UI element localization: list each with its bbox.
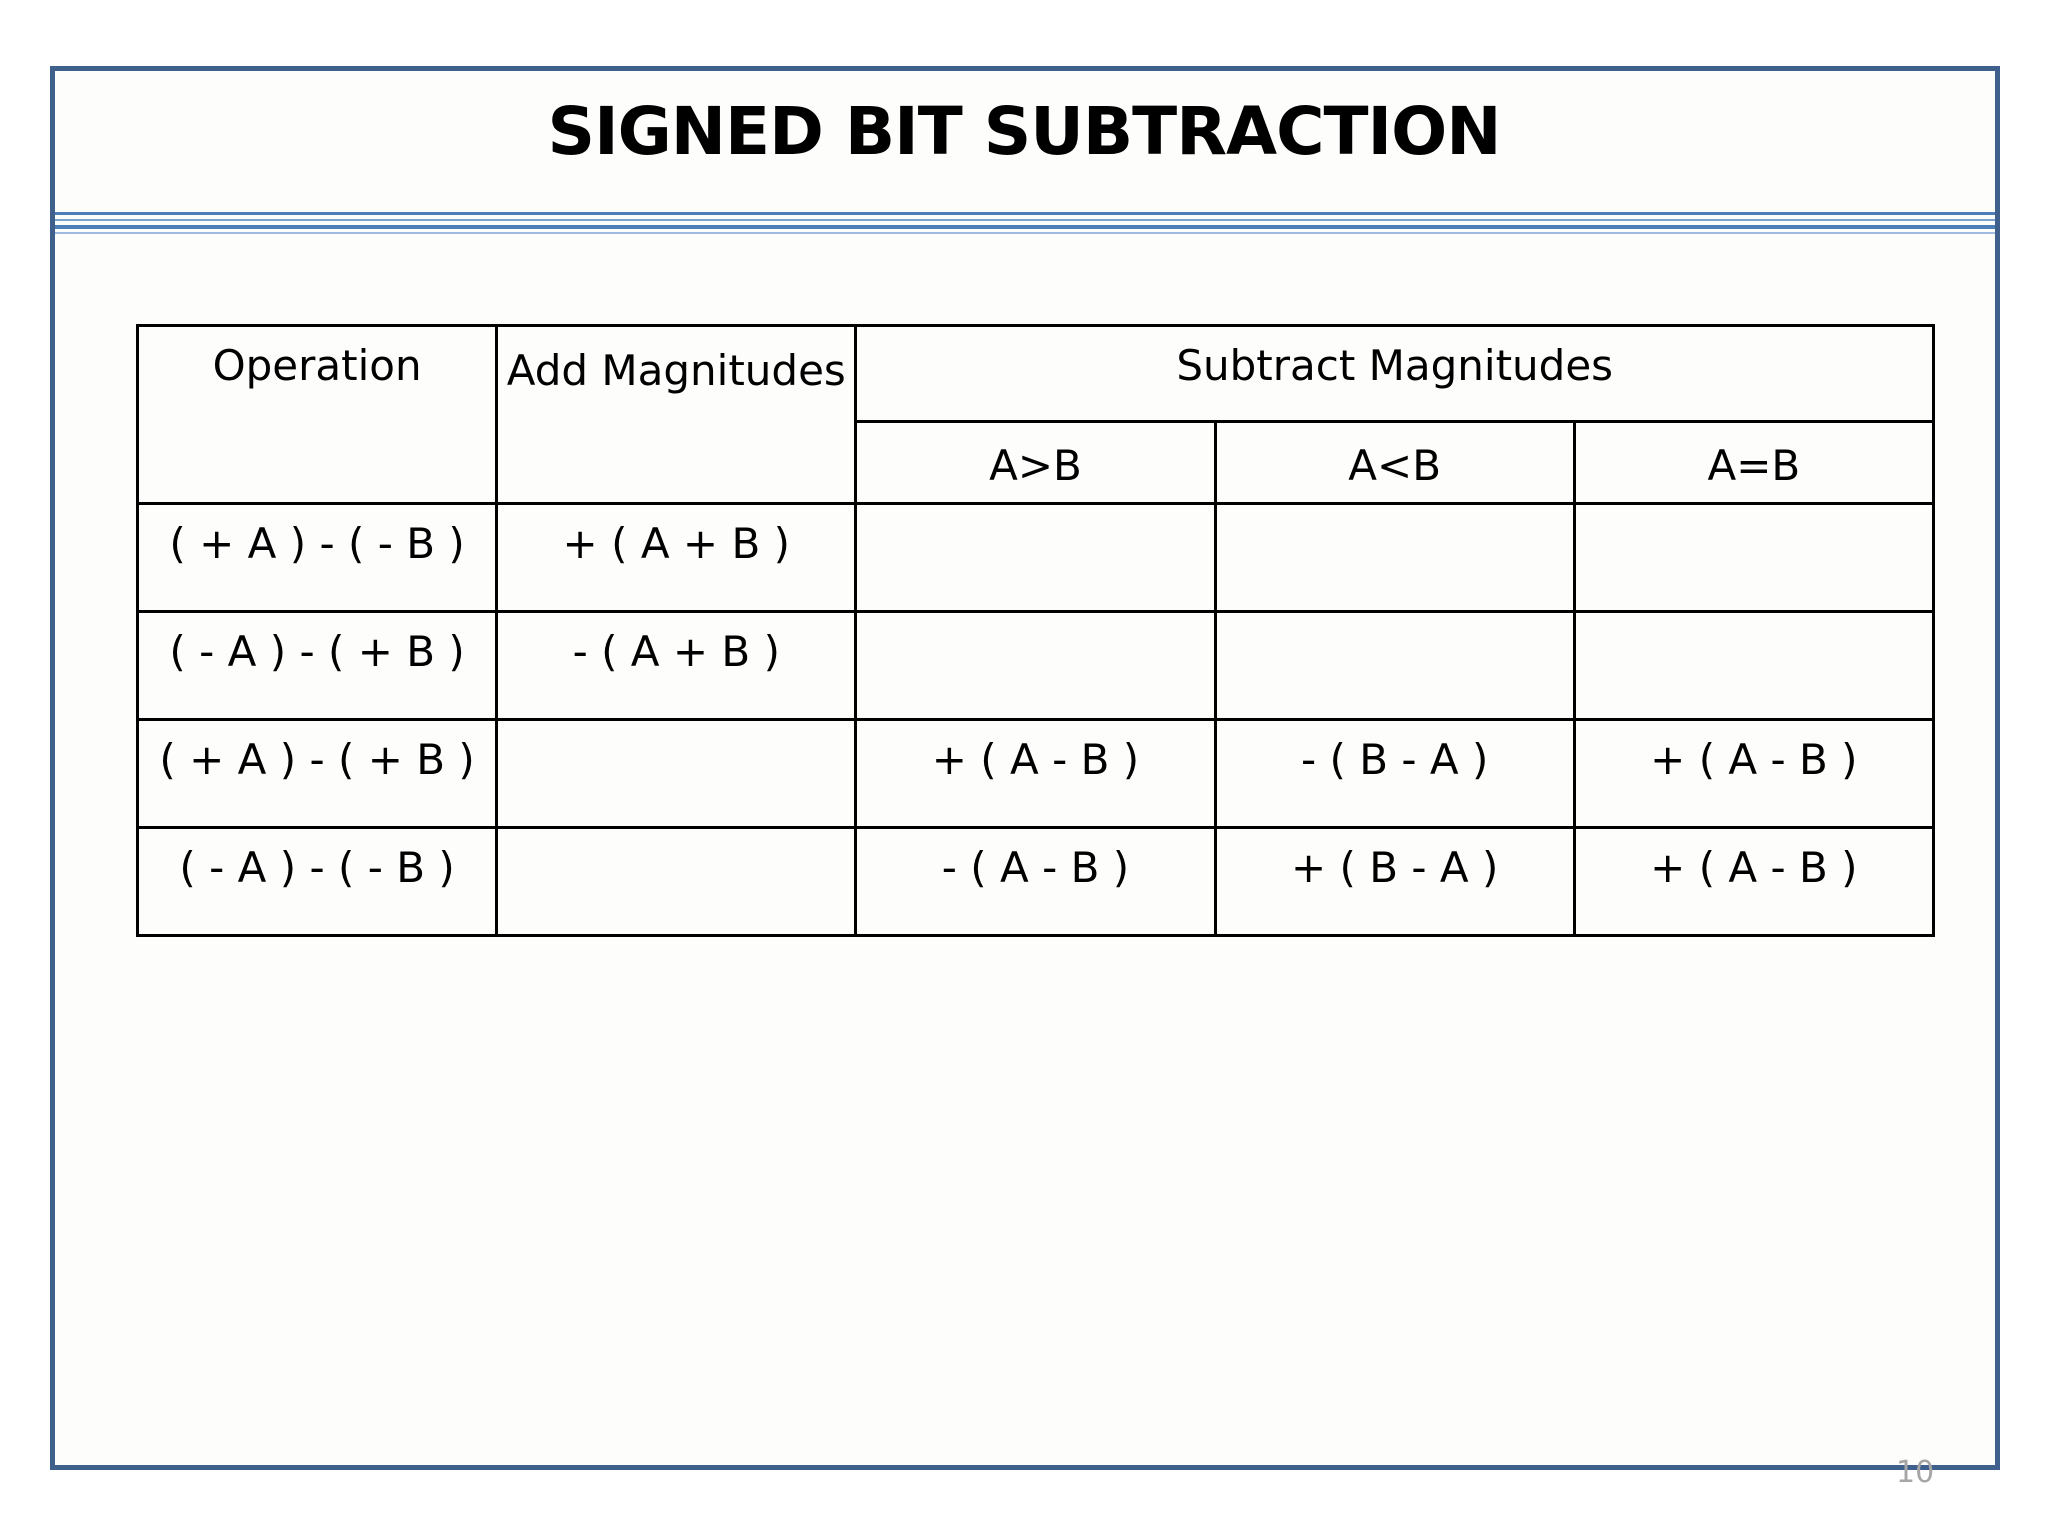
- cell-operation: ( - A ) - ( - B ): [138, 828, 497, 936]
- table-row: [138, 504, 1934, 612]
- cell-add-magnitudes: [497, 720, 856, 828]
- title-divider-line: [55, 225, 1995, 229]
- title-divider-line: [55, 232, 1995, 234]
- cell-operation: ( + A ) - ( + B ): [138, 720, 497, 828]
- cell-a-less-b: - ( B - A ): [1215, 720, 1574, 828]
- title-divider-line: [55, 212, 1995, 215]
- cell-a-less-b: [1215, 504, 1574, 612]
- signed-subtraction-table: [136, 324, 1935, 937]
- cell-operation: ( - A ) - ( + B ): [138, 612, 497, 720]
- cell-a-greater-b: [856, 504, 1215, 612]
- page-number: 10: [1896, 1455, 1935, 1490]
- cell-add-magnitudes: - ( A + B ): [497, 612, 856, 720]
- cell-a-greater-b: + ( A - B ): [856, 720, 1215, 828]
- header-a-greater-b: A>B: [856, 422, 1215, 504]
- cell-add-magnitudes: [497, 828, 856, 936]
- title-divider-line: [55, 219, 1995, 221]
- table-header-row: [138, 326, 1934, 422]
- cell-a-less-b: + ( B - A ): [1215, 828, 1574, 936]
- cell-a-equal-b: [1574, 612, 1933, 720]
- cell-a-equal-b: [1574, 504, 1933, 612]
- cell-a-less-b: [1215, 612, 1574, 720]
- cell-a-greater-b: [856, 612, 1215, 720]
- cell-operation: ( + A ) - ( - B ): [138, 504, 497, 612]
- table-row: [138, 828, 1934, 936]
- table-row: [138, 720, 1934, 828]
- header-add-magnitudes: Add Magnitudes: [497, 326, 856, 504]
- cell-a-equal-b: + ( A - B ): [1574, 828, 1933, 936]
- slide-title: SIGNED BIT SUBTRACTION: [547, 93, 1501, 170]
- cell-add-magnitudes: + ( A + B ): [497, 504, 856, 612]
- header-a-equal-b: A=B: [1574, 422, 1933, 504]
- header-a-less-b: A<B: [1215, 422, 1574, 504]
- cell-a-greater-b: - ( A - B ): [856, 828, 1215, 936]
- header-subtract-magnitudes: Subtract Magnitudes: [856, 326, 1934, 422]
- table-row: [138, 612, 1934, 720]
- cell-a-equal-b: + ( A - B ): [1574, 720, 1933, 828]
- header-operation: Operation: [138, 326, 497, 504]
